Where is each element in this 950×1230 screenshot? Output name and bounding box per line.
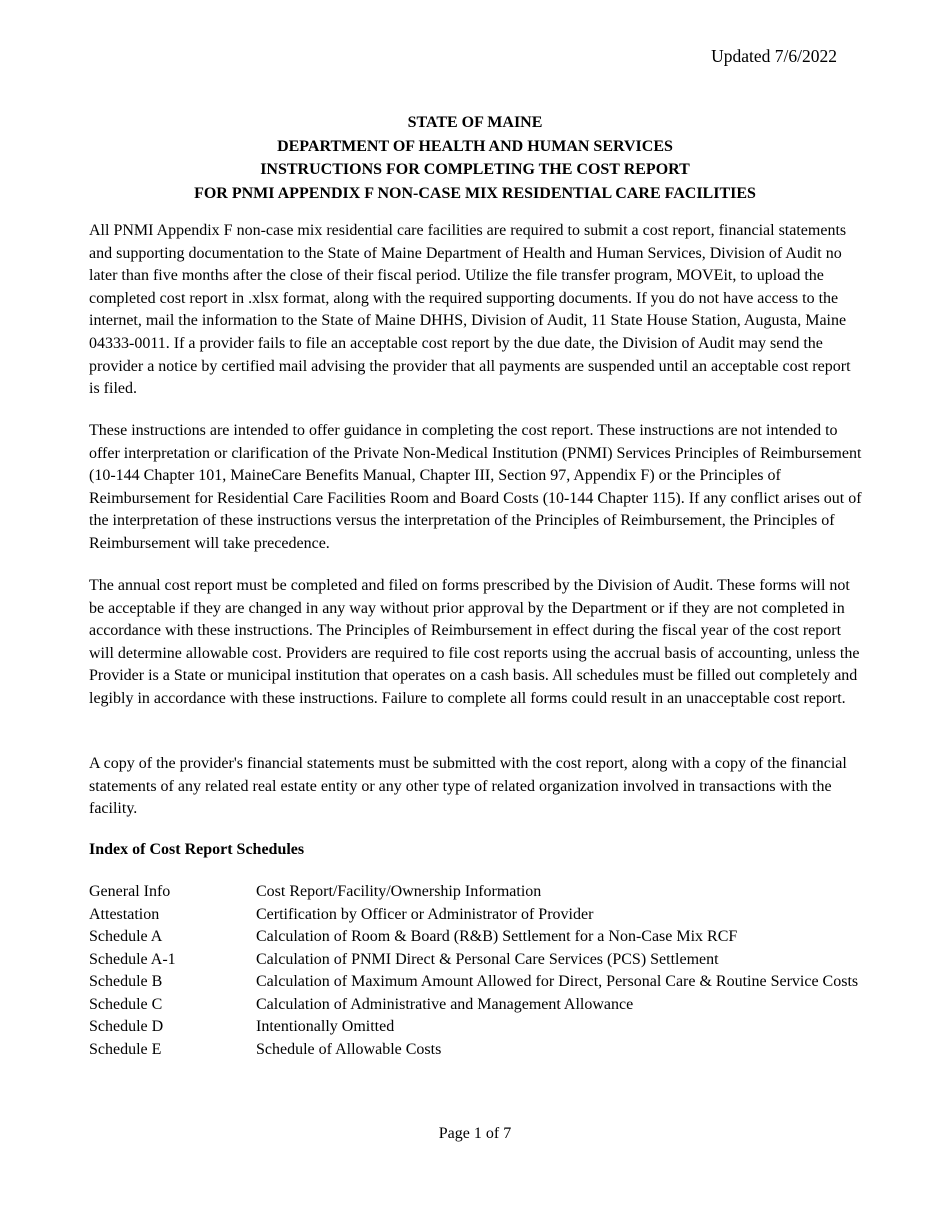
paragraph-text: All PNMI Appendix F non-case mix residential care facilities are required to submit a cost report, financial statements and supporting documentation to the State of Maine Department of Health and Human Services, Division of Audit no later than five months after the close of their fiscal period. Utilize the file transfer program, MOVEit, to upload the completed cost report in .xlsx format, along with the required supporting documents. If you do not have access to the internet, mail the information to the State of Maine DHHS, Division of Audit, 11 State House Station, Augusta, Maine 04333-0011. If a provider fails to file an acceptable cost report by the due date, the Division of Audit may send the provider a notice by certified mail advising the provider that all payments are suspended until an acceptable cost report is filed. — [89, 222, 851, 398]
table-row — [89, 994, 869, 1017]
paragraph-forms — [89, 575, 864, 711]
schedule-code: Schedule A — [89, 928, 163, 945]
page-number: Page 1 of 7 — [438, 1125, 512, 1142]
paragraph-financial-statements — [89, 753, 864, 821]
table-row — [89, 1039, 869, 1062]
schedule-code: Schedule D — [89, 1018, 164, 1035]
index-title: Index of Cost Report Schedules — [89, 841, 305, 858]
schedule-code: Schedule C — [89, 995, 163, 1013]
schedule-index-table — [89, 881, 869, 1061]
table-row — [89, 971, 869, 994]
paragraph-text: A copy of the provider's financial statements must be submitted with the cost report, along with a copy of the financial statements of any related real estate entity or any other type of related organization involved in transactions with the facility. — [89, 755, 847, 818]
schedule-description: Schedule of Allowable Costs — [256, 1040, 442, 1058]
table-row — [89, 881, 869, 904]
paragraph-text: The annual cost report must be completed and filed on forms prescribed by the Division of Audit. These forms will not be acceptable if they are changed in any way without prior approval by the Department or if they are not completed in accordance with these instructions. The Principles of Reimbursement in effect during the fiscal year of the cost report will determine allowable cost. Providers are required to file cost reports using the accrual basis of accounting, unless the Provider is a State or municipal institution that operates on a cash basis. All schedules must be filled out completely and legibly in accordance with these instructions. Failure to complete all forms could result in an unacceptable cost report. — [89, 577, 860, 707]
paragraph-submission — [89, 220, 864, 401]
schedule-code: General Info — [89, 883, 171, 900]
schedule-description: Calculation of PNMI Direct & Personal Care Services (PCS) Settlement — [256, 950, 719, 968]
table-row — [89, 926, 869, 949]
schedule-description: Certification by Officer or Administrator of Provider — [256, 905, 594, 923]
header-department: DEPARTMENT OF HEALTH AND HUMAN SERVICES — [277, 137, 673, 155]
schedule-code: Schedule B — [89, 973, 163, 990]
table-row — [89, 904, 869, 927]
schedule-description: Calculation of Room & Board (R&B) Settlement for a Non-Case Mix RCF — [256, 928, 738, 945]
paragraph-guidance — [89, 420, 864, 556]
updated-date: Updated 7/6/2022 — [711, 46, 837, 66]
schedule-description: Calculation of Administrative and Management Allowance — [256, 995, 634, 1013]
schedule-description: Intentionally Omitted — [256, 1018, 395, 1035]
document-header — [0, 111, 950, 205]
header-instructions: INSTRUCTIONS FOR COMPLETING THE COST REPORT — [260, 161, 690, 178]
schedule-code: Attestation — [89, 905, 160, 923]
table-row — [89, 1016, 869, 1039]
schedule-description: Calculation of Maximum Amount Allowed for Direct, Personal Care & Routine Service Costs — [256, 973, 859, 990]
schedule-description: Cost Report/Facility/Ownership Information — [256, 883, 542, 900]
paragraph-text: These instructions are intended to offer guidance in completing the cost report. These instructions are not intended to offer interpretation or clarification of the Private Non-Medical Institution (PNMI) Services Principles of Reimbursement (10-144 Chapter 101, MaineCare Benefits Manual, Chapter III, Section 97, Appendix F) or the Principles of Reimbursement for Residential Care Facilities Room and Board Costs (10-144 Chapter 115). If any conflict arises out of the interpretation of these instructions versus the interpretation of the Principles of Reimbursement, the Principles of Reimbursement will take precedence. — [89, 422, 862, 552]
schedule-code: Schedule A-1 — [89, 950, 176, 968]
table-row — [89, 949, 869, 972]
schedule-code: Schedule E — [89, 1040, 162, 1058]
header-state: STATE OF MAINE — [407, 114, 543, 131]
header-facility-type: FOR PNMI APPENDIX F NON-CASE MIX RESIDENTIAL CARE FACILITIES — [194, 184, 756, 202]
